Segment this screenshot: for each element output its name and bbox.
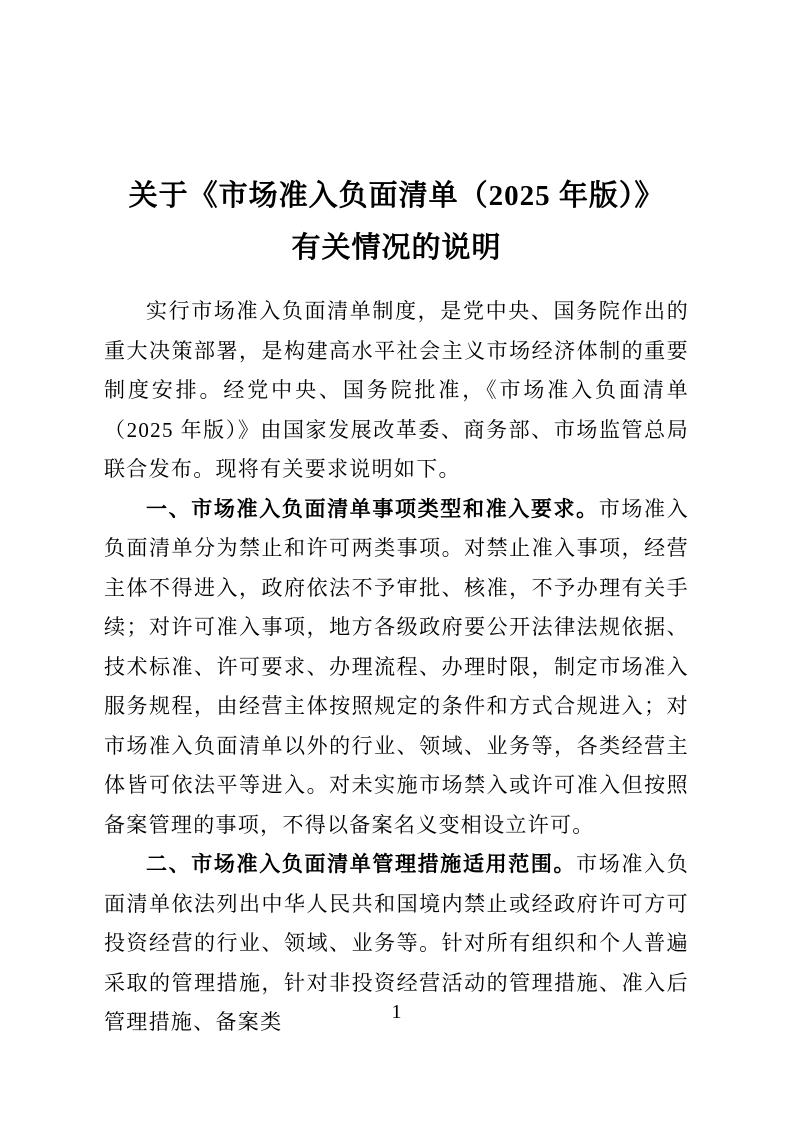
paragraph-intro — [104, 292, 689, 490]
document-body — [104, 292, 689, 1043]
document-title-line-2: 有关情况的说明 — [291, 232, 502, 264]
paragraph-section-1-text: 市场准入负面清单分为禁止和许可两类事项。对禁止准入事项，经营主体不得进入，政府依法不予审批、核准，不予办理有关手续；对许可准入事项，地方各级政府要公开法律法规依据、技术标准、许可要求、办理流程、办理时限，制定市场准入服务规程，由经营主体按照规定的条件和方式合规进入；对市场准入负面清单以外的行业、领域、业务等，各类经营主体皆可依法平等进入。对未实施市场禁入或许可准入但按照备案管理的事项，不得以备案名义变相设立许可。 — [104, 496, 689, 837]
paragraph-intro-text: 实行市场准入负面清单制度，是党中央、国务院作出的重大决策部署，是构建高水平社会主义市场经济体制的重要制度安排。经党中央、国务院批准，《市场准入负面清单（2025 年版）》由国家发展改革委、商务部、市场监管总局联合发布。现将有关要求说明如下。 — [104, 299, 689, 481]
paragraph-section-1-lead: 一、市场准入负面清单事项类型和准入要求。 — [146, 497, 599, 521]
page-number: 1 — [391, 1001, 402, 1023]
document-title — [104, 170, 689, 274]
document-title-line-1: 关于《市场准入负面清单（2025 年版）》 — [128, 180, 665, 212]
paragraph-section-2-lead: 二、市场准入负面清单管理措施适用范围。 — [146, 853, 577, 876]
paragraph-section-1 — [104, 490, 689, 846]
paragraph-section-2-text: 市场准入负面清单依法列出中华人民共和国境内禁止或经政府许可方可投资经营的行业、领域、业务等。针对所有组织和个人普遍采取的管理措施，针对非投资经营活动的管理措施、准入后管理措施、备案类 — [104, 852, 689, 1034]
